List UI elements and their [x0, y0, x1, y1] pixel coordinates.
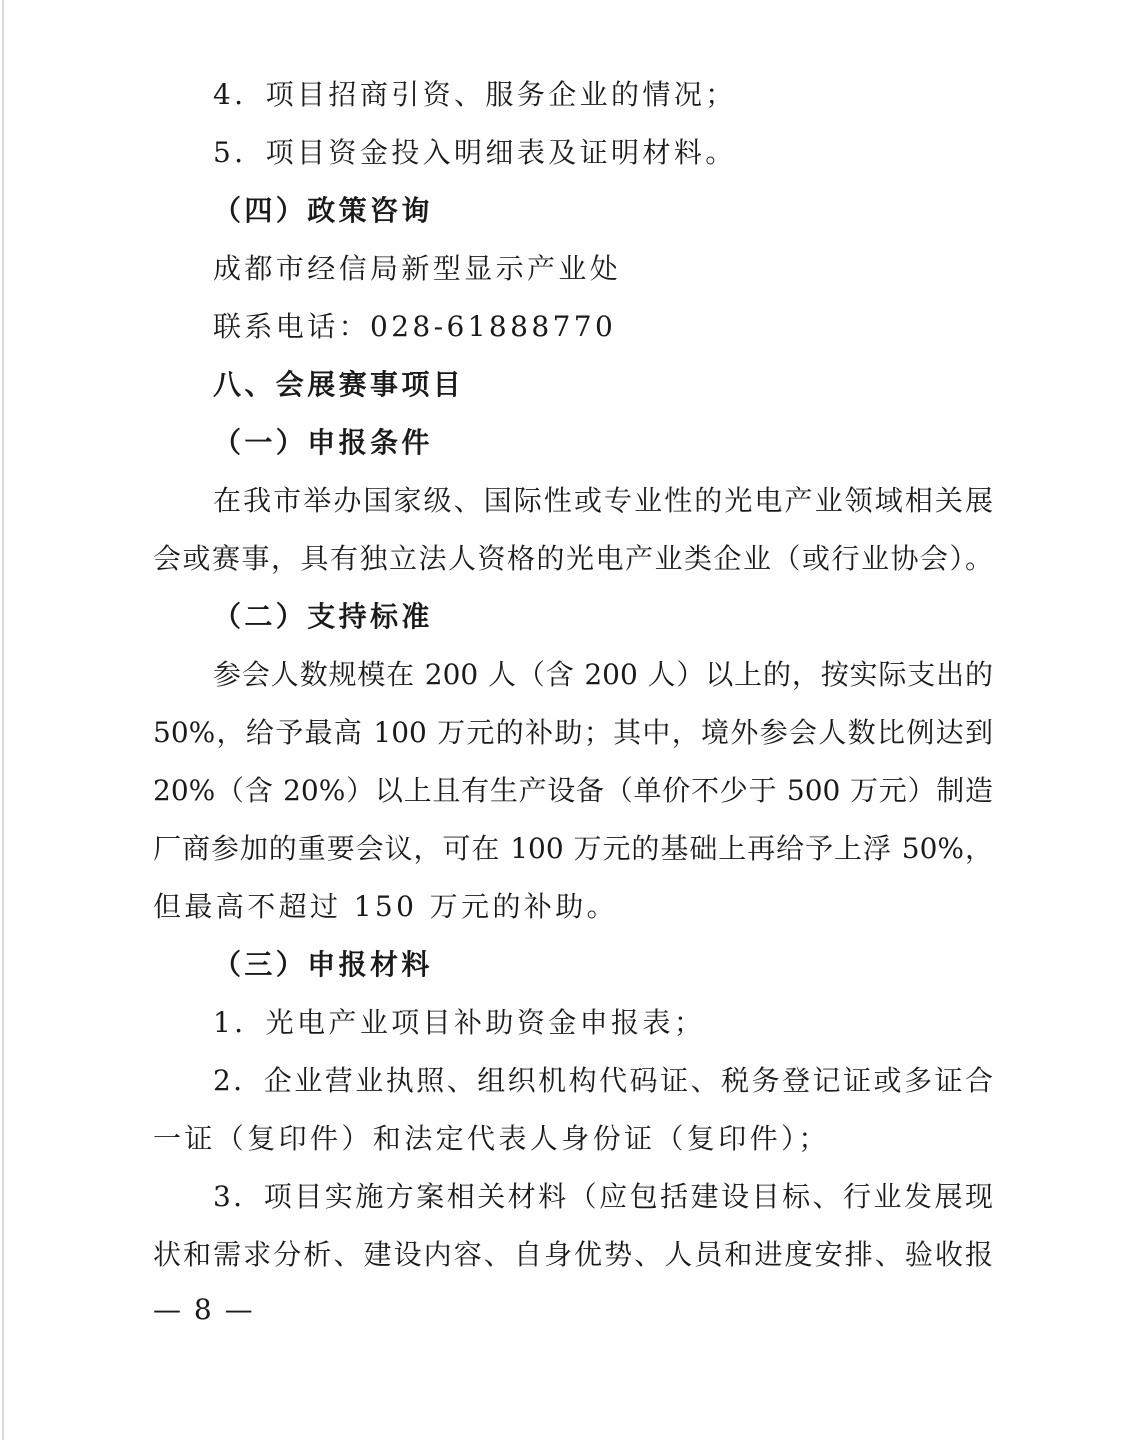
section-policy-consultation: （四）政策咨询: [213, 194, 433, 227]
paragraph-conditions-line-1: 在我市举办国家级、国际性或专业性的光电产业领域相关展: [213, 484, 993, 517]
document-body: [153, 66, 993, 1284]
paragraph-standards-line-2: 50%，给予最高 100 万元的补助；其中，境外参会人数比例达到: [153, 716, 993, 749]
material-item-2-line-2: 一证（复印件）和法定代表人身份证（复印件）；: [153, 1122, 830, 1155]
contact-phone: 联系电话：028-61888770: [213, 310, 617, 343]
paragraph-standards-line-5: 但最高不超过 150 万元的补助。: [153, 890, 619, 923]
chapter-heading-exhibitions: 八、会展赛事项目: [213, 368, 465, 401]
paragraph-standards-line-3: 20%（含 20%）以上且有生产设备（单价不少于 500 万元）制造: [153, 774, 993, 807]
paragraph-standards-line-1: 参会人数规模在 200 人（含 200 人）以上的，按实际支出的: [213, 658, 993, 691]
paragraph-conditions-line-2: 会或赛事，具有独立法人资格的光电产业类企业（或行业协会）。: [153, 542, 993, 575]
item-5-funding-details: 5．项目资金投入明细表及证明材料。: [213, 136, 737, 169]
material-item-2-line-1: 2．企业营业执照、组织机构代码证、税务登记证或多证合: [213, 1064, 993, 1097]
material-item-3-line-2: 状和需求分析、建设内容、自身优势、人员和进度安排、验收报: [153, 1238, 993, 1271]
material-item-3-line-1: 3．项目实施方案相关材料（应包括建设目标、行业发展现: [213, 1180, 993, 1213]
section-application-conditions: （一）申报条件: [213, 426, 433, 459]
section-application-materials: （三）申报材料: [213, 948, 433, 981]
item-4-investment: 4．项目招商引资、服务企业的情况；: [213, 78, 737, 111]
page-edge: [2, 0, 4, 1440]
material-item-1: 1．光电产业项目补助资金申报表；: [213, 1006, 706, 1039]
page-number: — 8 —: [153, 1293, 255, 1326]
paragraph-standards-line-4: 厂商参加的重要会议，可在 100 万元的基础上再给予上浮 50%，: [153, 832, 993, 865]
contact-department: 成都市经信局新型显示产业处: [213, 252, 622, 285]
section-support-standards: （二）支持标准: [213, 600, 433, 633]
